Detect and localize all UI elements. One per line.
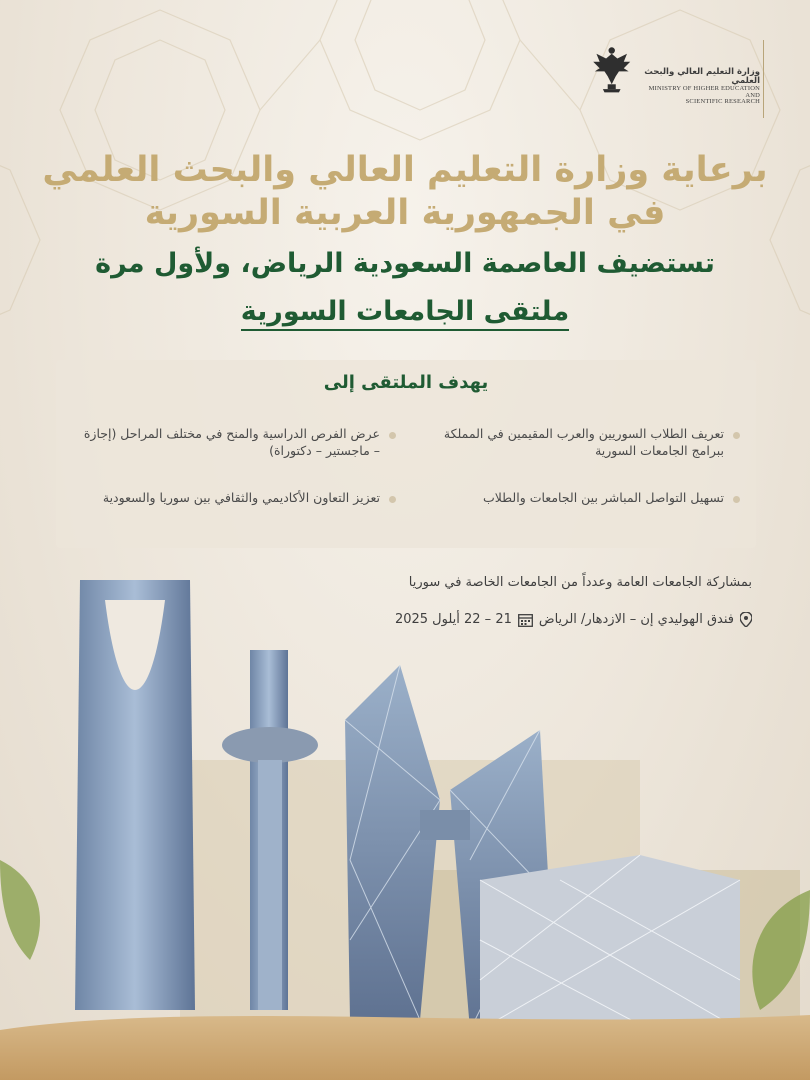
ministry-logo (590, 38, 760, 118)
dates-text: 21 – 22 أيلول 2025 (394, 612, 512, 627)
ministry-name-arabic: وزارة التعليم العالي والبحث العلمي (644, 67, 760, 86)
event-name-text: ملتقى الجامعات السورية (241, 296, 569, 331)
headline-line-2: في الجمهورية العربية السورية (144, 193, 666, 233)
riyadh-skyline-illustration (0, 560, 810, 1080)
venue-text: فندق الهوليدي إن – الازدهار/ الرياض (538, 612, 734, 627)
ministry-name-english-2: SCIENTIFIC RESEARCH (685, 98, 760, 106)
headline-line-1: برعاية وزارة التعليم العالي والبحث العلمي (42, 150, 768, 190)
event-name (0, 296, 810, 327)
logo-divider (763, 40, 764, 118)
goal-item: تعريف الطلاب السوريين والعرب المقيمين في المملكة ببرامج الجامعات السورية (420, 426, 740, 460)
ministry-name-english-1: MINISTRY OF HIGHER EDUCATION AND (648, 84, 760, 99)
goals-heading: يهدف الملتقى إلى (323, 372, 489, 393)
headline-line-3: تستضيف العاصمة السعودية الرياض، ولأول مرة (95, 248, 715, 279)
eagle-emblem-icon (590, 38, 633, 100)
goal-item: عرض الفرص الدراسية والمنح في مختلف المراحل (إجازة – ماجستير – دكتوراة) (76, 426, 396, 460)
participation-text: بمشاركة الجامعات العامة وعدداً من الجامعات الخاصة في سوريا (408, 575, 752, 590)
goal-item: تسهيل التواصل المباشر بين الجامعات والطلاب (420, 490, 740, 507)
goal-item: تعزيز التعاون الأكاديمي والثقافي بين سوريا والسعودية (76, 490, 396, 507)
goals-box (56, 360, 756, 548)
ministry-logo-text (641, 38, 760, 106)
